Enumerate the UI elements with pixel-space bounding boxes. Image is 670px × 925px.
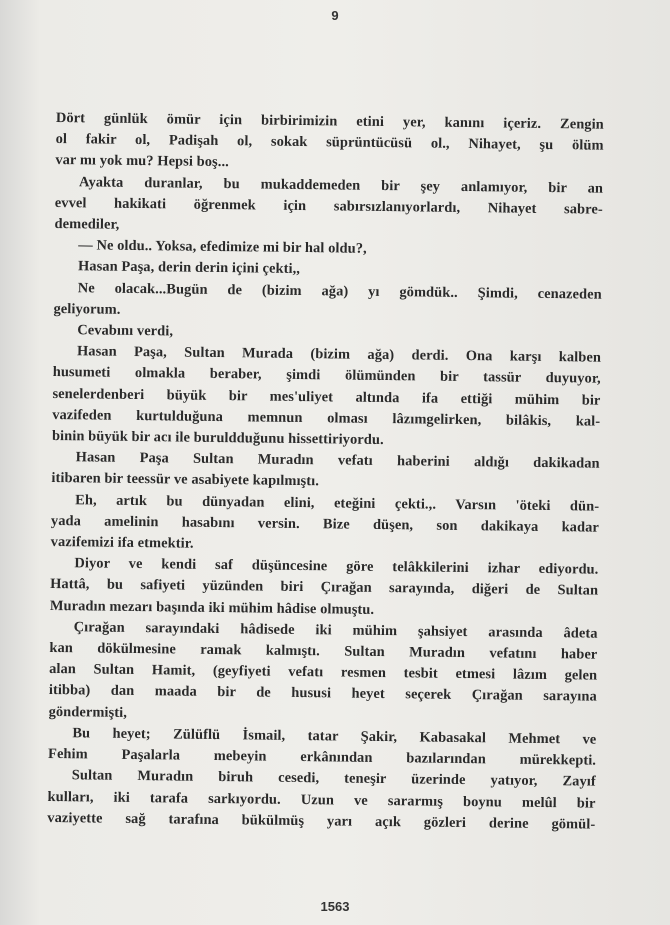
text-line: Hasan Paşa, derin derin içini çekti,, <box>77 258 301 278</box>
text-line: Eh, artık bu dünyadan elini, eteğini çekti.,. Varsın 'öteki dün- <box>75 491 600 515</box>
text-line: Dört günlük ömür için birbirimizin etini yer, kanını içeriz. Zengin <box>55 109 604 133</box>
page-number-top: 9 <box>331 8 339 23</box>
text-line: vazifemizi ifa etmektir. <box>50 534 194 552</box>
text-line: evvel hakikati öğrenmek için sabırsızlanıyorlardı, Nihayet sabre- <box>54 194 603 218</box>
text-line: itibba) dan maada bir de hususi heyet seçerek Çırağan sarayına <box>48 682 597 706</box>
text-line: yada amelinin hasabını versin. Bize düşen, son dakikaya kadar <box>50 512 600 536</box>
text-line: Çırağan sarayındaki hâdisede iki mühim şahsiyet arasında âdeta <box>73 619 598 642</box>
body-text <box>47 108 604 836</box>
text-line: itibaren bir teessür ve asabiyete kapılmıştı. <box>51 470 320 490</box>
text-line: vazifeden kurtulduğuna memnun olması lâzımgelirken, bilâkis, kal- <box>52 406 601 430</box>
text-line: Cevabını verdi, <box>77 322 174 340</box>
text-line: Ne olacak...Bugün de (bizim ağa) yı gömdük.. Şimdi, cenazeden <box>77 279 602 303</box>
text-line: var mı yok mu? Hepsi boş... <box>55 152 229 171</box>
text-line: Bu heyet; Zülüflü İsmail, tatar Şakir, Kabasakal Mehmet ve <box>72 725 597 748</box>
text-line: göndermişti, <box>48 703 128 721</box>
page-number-bottom: 1563 <box>320 899 350 914</box>
text-line: Fehim Paşalarla mebeyin erkânından bazılarından mürekkepti. <box>48 746 597 769</box>
text-line: Hasan Paşa, Sultan Murada (bizim ağa) derdi. Ona karşı kalben <box>76 343 602 366</box>
text-line: vaziyette sağ tarafına bükülmüş yarı açık gözleri derine gömül- <box>47 809 596 833</box>
text-line: alan Sultan Hamit, (geyfiyeti vefatı resmen tesbit etmesi lâzım gelen <box>49 661 598 684</box>
text-line: demediler, <box>54 216 120 233</box>
text-line: Hattâ, bu safiyeti yüzünden biri Çırağan sarayında, diğeri de Sultan <box>50 576 599 600</box>
text-line: kan dökülmesine ramak kalmıştı. Sultan Muradın vefatını haber <box>49 640 598 663</box>
text-line: Sultan Muradın biruh cesedi, teneşir üzerinde yatıyor, Zayıf <box>71 767 596 790</box>
text-line: senelerdenberi büyük bir mes'uliyet altında ifa ettiği mühim bir <box>52 385 601 409</box>
text-line: ol fakir ol, Padişah ol, sokak süprüntücüsü ol., Nihayet, şu ölüm <box>55 131 604 154</box>
text-line: kulları, iki tarafa sarkıyordu. Uzun ve sararmış boynu melûl bir <box>47 788 596 812</box>
text-line: Muradın mezarı başında iki mühim hâdise olmuştu. <box>49 597 375 618</box>
text-line: binin büyük bir acı ile buruldduğunu hissettiriyordu. <box>51 428 384 449</box>
text-line: geliyorum. <box>53 300 121 318</box>
text-line: husumeti olmakla beraber, şimdi ölümünden bir tassür duyuyor, <box>52 364 601 388</box>
text-line: — Ne oldu.. Yoksa, efedimize mi bir hal oldu?, <box>78 237 367 258</box>
text-line: Diyor ve kendi saf düşüncesine göre telâkkilerini izhar ediyordu. <box>74 555 599 578</box>
text-line: Hasan Paşa Sultan Muradın vefatı haberini aldığı dakikadan <box>75 449 600 472</box>
text-line: Ayakta duranlar, bu mukaddemeden bir şey anlamıyor, bir an <box>79 173 604 197</box>
